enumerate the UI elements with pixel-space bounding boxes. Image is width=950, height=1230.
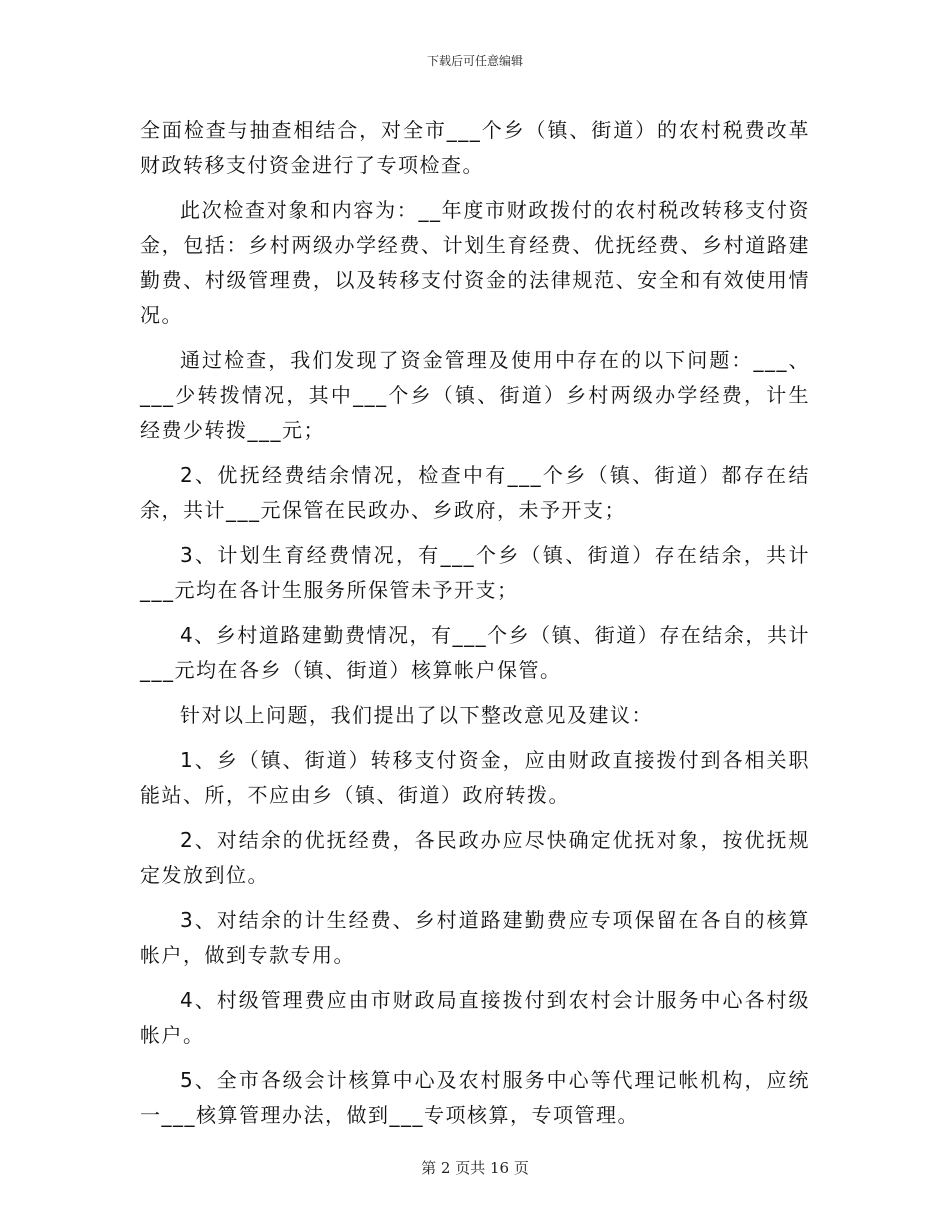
- paragraph-continuation: 全面检查与抽查相结合，对全市___个乡（镇、街道）的农村税费改革财政转移支付资金进行了专项检查。: [140, 118, 810, 177]
- paragraph-suggestion-3: 3、对结余的计生经费、乡村道路建勤费应专项保留在各自的核算帐户，做到专款专用。: [140, 908, 810, 967]
- paragraph-suggestions-intro: 针对以上问题，我们提出了以下整改意见及建议：: [180, 703, 653, 727]
- paragraph-suggestion-2: 2、对结余的优抚经费，各民政办应尽快确定优抚对象，按优抚规定发放到位。: [140, 828, 810, 887]
- paragraph-problems-found: 通过检查，我们发现了资金管理及使用中存在的以下问题：___、___少转拨情况，其中___个乡（镇、街道）乡村两级办学经费，计生经费少转拨___元；: [140, 348, 810, 442]
- page-number-footer: 第 2 页共 16 页: [421, 1159, 529, 1177]
- paragraph-suggestion-4: 4、村级管理费应由市财政局直接拨付到农村会计服务中心各村级帐户。: [140, 988, 810, 1047]
- paragraph-suggestion-1: 1、乡（镇、街道）转移支付资金，应由财政直接拨付到各相关职能站、所，不应由乡（镇、街道）政府转拨。: [140, 748, 810, 807]
- paragraph-problem-3: 3、计划生育经费情况，有___个乡（镇、街道）存在结余，共计___元均在各计生服务所保管未予开支；: [140, 543, 810, 602]
- paragraph-suggestion-5: 5、全市各级会计核算中心及农村服务中心等代理记帐机构，应统一___核算管理办法，做到___专项核算，专项管理。: [140, 1068, 810, 1127]
- page-header: 下载后可任意编辑: [426, 54, 523, 68]
- paragraph-problem-2: 2、优抚经费结余情况，检查中有___个乡（镇、街道）都存在结余，共计___元保管在民政办、乡政府，未予开支；: [140, 463, 810, 522]
- document-body: [140, 113, 810, 1143]
- paragraph-problem-4: 4、乡村道路建勤费情况，有___个乡（镇、街道）存在结余，共计___元均在各乡（镇、街道）核算帐户保管。: [140, 623, 810, 682]
- paragraph-inspection-scope: 此次检查对象和内容为：__年度市财政拨付的农村税改转移支付资金，包括：乡村两级办学经费、计划生育经费、优抚经费、乡村道路建勤费、村级管理费，以及转移支付资金的法律规范、安全和有效使用情况。: [140, 198, 810, 327]
